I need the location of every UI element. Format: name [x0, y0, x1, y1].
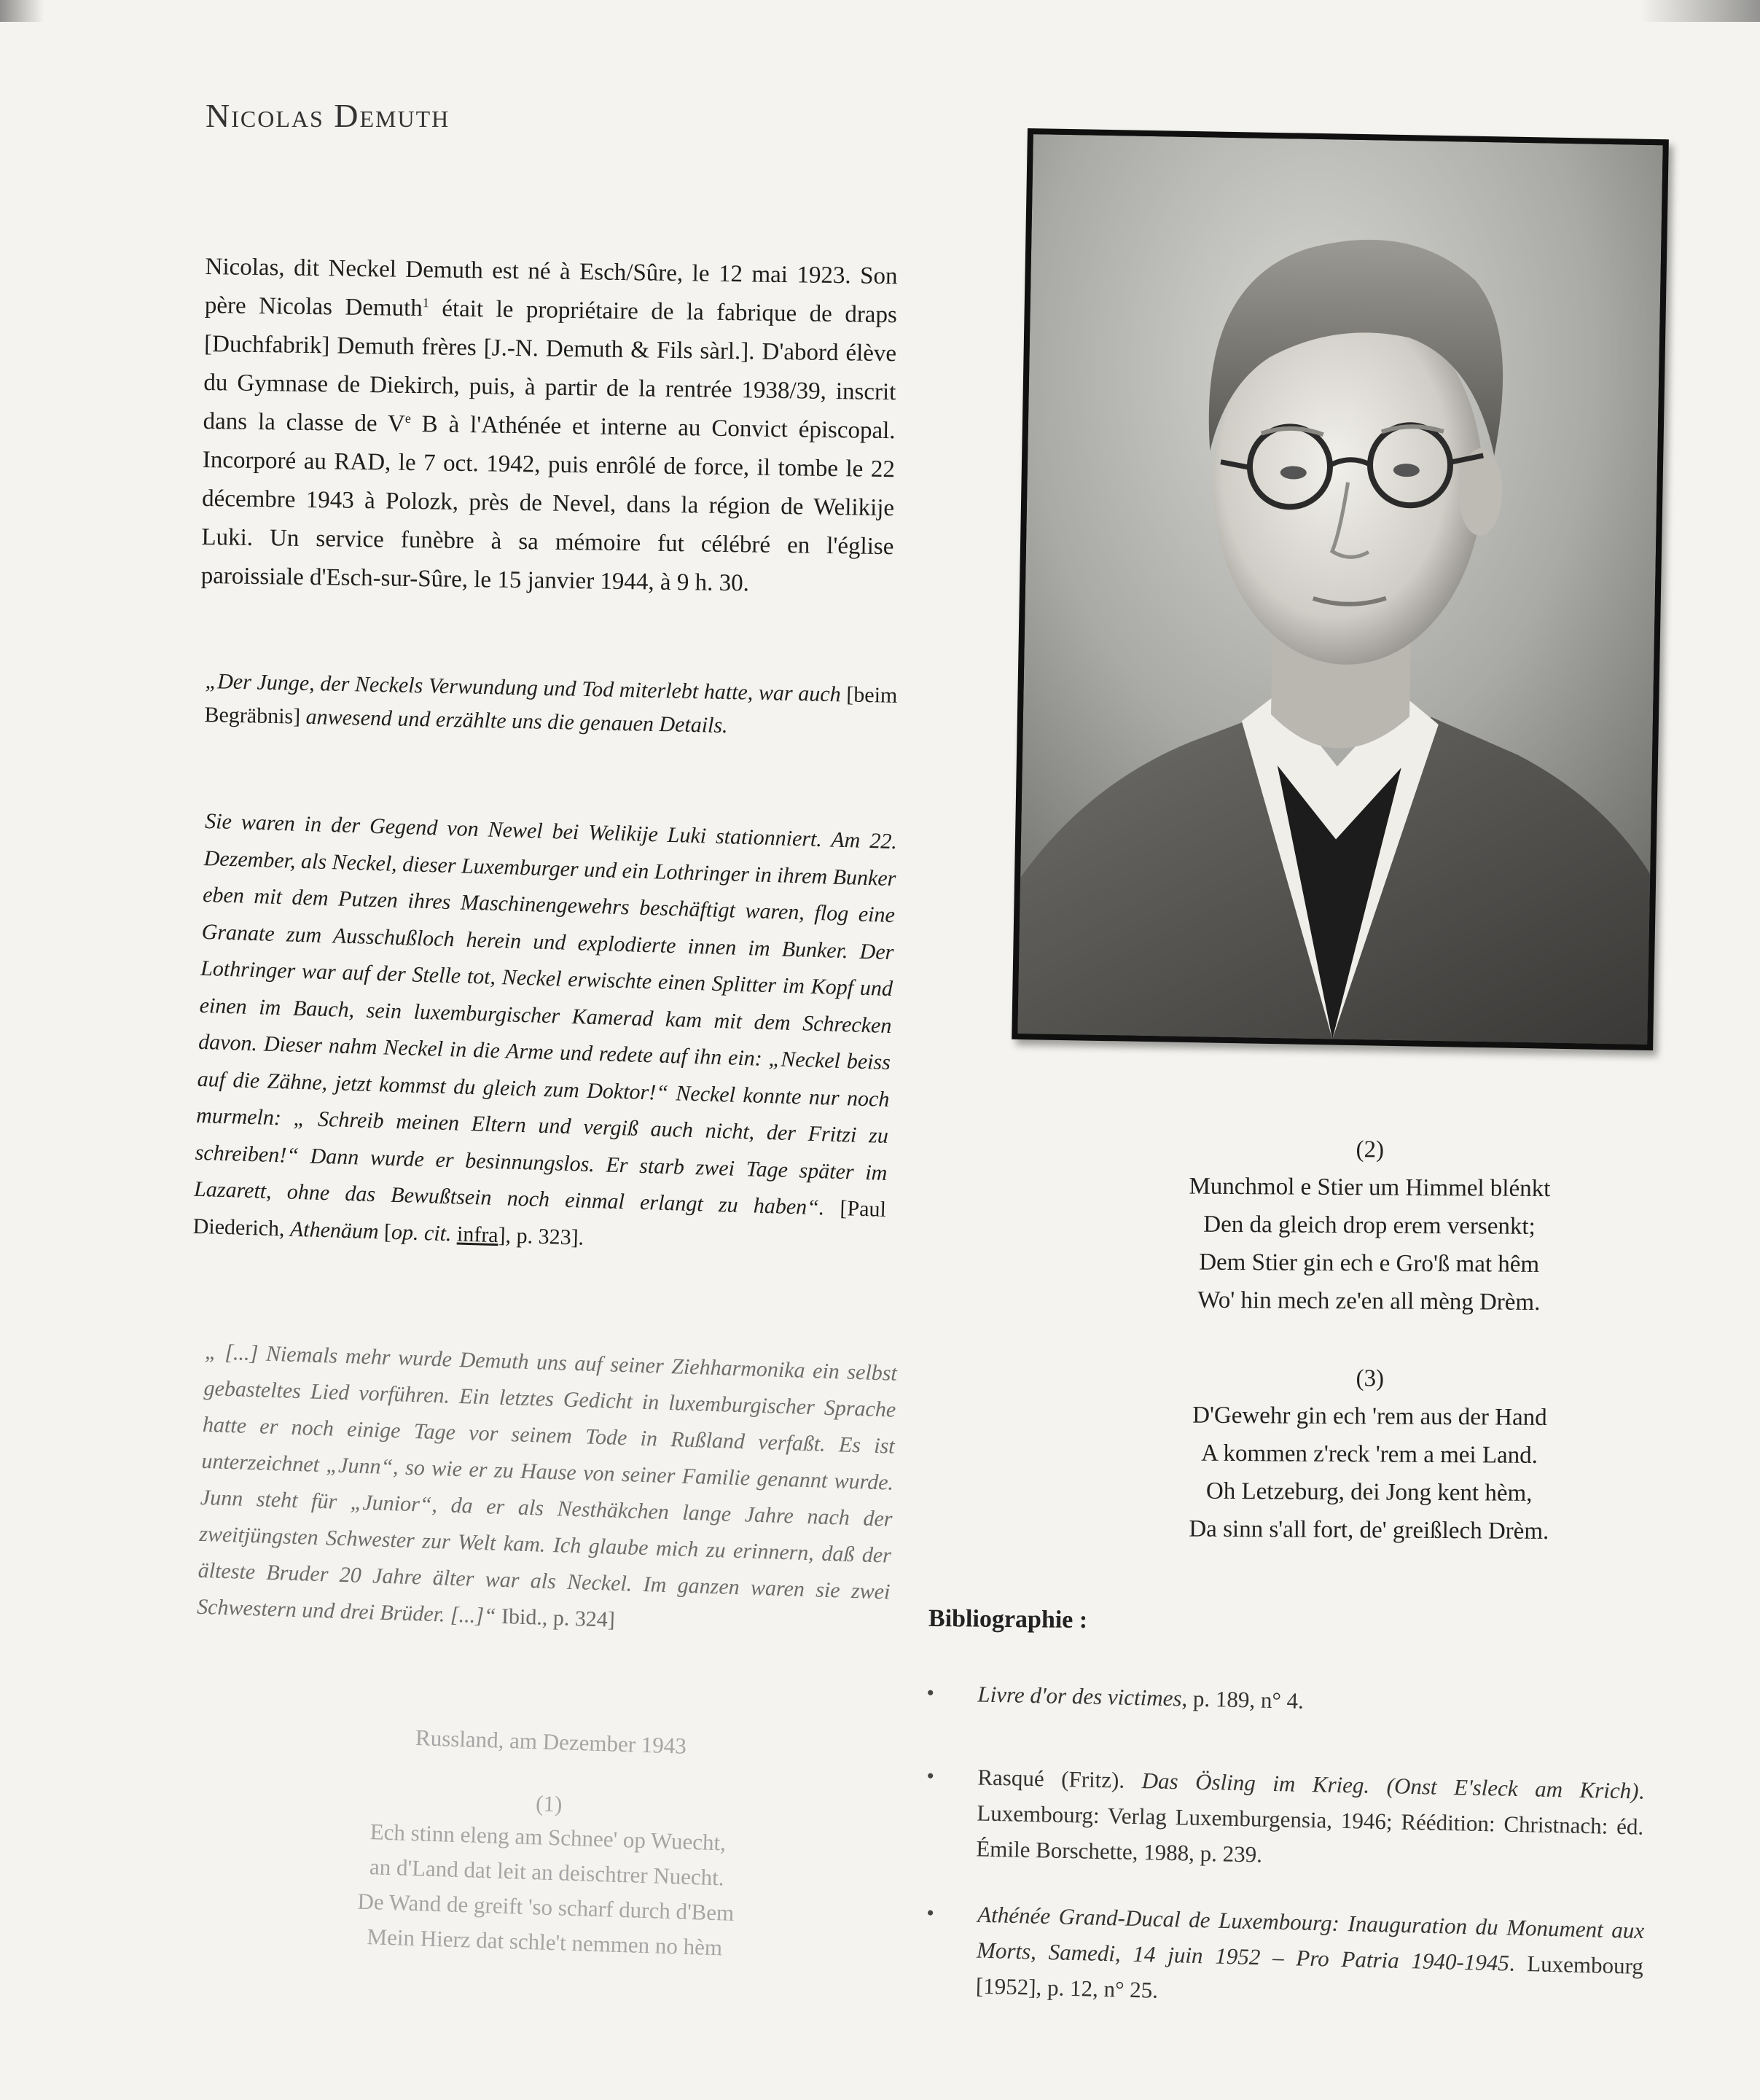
bib-title: Athénée Grand-Ducal de Luxembourg: Inauguration du Monument aux Morts, Samedi, 14 juin 1952 – Pro Patria 1940-1945 [976, 1901, 1645, 1976]
bib-title: Livre d'or des victimes [977, 1681, 1182, 1711]
poem-stanza-1 [198, 1713, 898, 1971]
bib-details: , p. 189, n° 4. [1181, 1685, 1305, 1714]
quote2-body: Sie waren in der Gegend von Newel bei Welikije Luki stationniert. Am 22. Dezember, als Neckel, dieser Luxemburger und ein Lothringer in ihrem Bunker eben mit dem Putzen ihres Maschinengewehrs beschäftigt waren, flog eine Granate zum Ausschußloch herein und explodierte innen im Bunker. Der Lothringer war auf der Stelle tot, Neckel erwischte einen Splitter im Kopf und einen im Bauch, sein luxemburgischer Kamerad kam mit dem Schrecken davon. Dieser nahm Neckel in die Arme und redete auf ihn ein: „Neckel beiss auf die Zähne, jetzt kommst du gleich zum Doktor!“ Neckel konnte nur noch murmeln: „ Schreib meinen Eltern und vergiß auch nicht, der Fritzi zu schreiben!“ Dann wurde er besinnungslos. Er starb zwei Tage später im Lazarett, ohne das Bewußtsein noch einmal erlangt zu haben“. [193, 808, 898, 1220]
bullet-icon: • [926, 1680, 935, 1706]
poem-line: Ech stinn eleng am Schnee' op Wuecht, [369, 1819, 727, 1856]
portrait-photo [1017, 134, 1662, 1045]
class-superscript: e [404, 410, 412, 426]
poem-line: Dem Stier gin ech e Gro'ß mat hêm [1199, 1249, 1540, 1278]
quote-witness [204, 665, 898, 746]
poem-line: Den da gleich drop erem versenkt; [1203, 1211, 1536, 1240]
bib-details: . Luxembourg: Verlag Luxemburgensia, 1946; Réédition: Christnach: éd. Émile Borschette, 1988, p. 239. [976, 1778, 1645, 1867]
quote-account [192, 803, 898, 1265]
bibliography-item [926, 1675, 1648, 1714]
bib-author: Rasqué (Fritz). [977, 1764, 1143, 1794]
bib-title: Das Ösling im Krieg. (Onst E'sleck am Krich) [1141, 1768, 1639, 1804]
bullet-icon: • [926, 1763, 935, 1789]
poem-line: Mein Hierz dat schle't nemmen no hèm [367, 1924, 723, 1961]
quote2-citation: [Paul Diederich, [192, 1195, 887, 1241]
quote2-infra-link: infra [456, 1222, 499, 1247]
poem-line: Wo' hin mech ze'en all mèng Drèm. [1197, 1287, 1541, 1316]
poem-stanza-3 [1022, 1357, 1716, 1552]
poem-line: Oh Letzeburg, dei Jong kent hèm, [1205, 1478, 1533, 1507]
poem-line: Munchmol e Stier um Himmel blénkt [1189, 1173, 1551, 1203]
poem-line: De Wand de greift 'so scharf durch d'Bem [357, 1888, 735, 1926]
bullet-icon: • [926, 1900, 935, 1926]
bibliography-item [926, 1895, 1648, 2003]
bibliography-item [926, 1758, 1648, 1867]
intro-part-3: B à l'Athénée et interne au Convict épiscopal. Incorporé au RAD, le 7 oct. 1942, puis enrôlé de force, il tombe le 22 décembre 1943 à Polozk, près de Nevel, dans la région de Welikije Luki. Un service funèbre à sa mémoire fut célébré en l'église paroissiale d'Esch-sur-Sûre, le 15 janvier 1944, à 9 h. 30. [200, 410, 896, 597]
quote3-body: „ [...] Niemals mehr wurde Demuth uns auf seiner Ziehharmonika ein selbst gebasteltes Lied vorführen. Ein letztes Gedicht in luxemburgischer Sprache hatte er noch einige Tage vor seinem Tode in Rußland verfaßt. Es ist unterzeichnet „Junn“, so wie er zu Hause von seiner Familie genannt wurde. Junn steht für „Junior“, da er als Nesthäkchen lange Jahre nach der zweitjüngsten Schwester zur Welt kam. Ich glaube mich zu erinnern, daß der älteste Bruder 20 Jahre älter war als Neckel. Im ganzen waren sie zwei Schwestern und drei Brüder. [...]“ [196, 1339, 898, 1628]
page-title: Nicolas Demuth [206, 97, 450, 134]
quote2-op-cit: op. cit. [391, 1219, 453, 1246]
portrait-photo-frame [1012, 128, 1669, 1050]
stanza-number: (2) [1356, 1136, 1385, 1163]
stanza-number: (1) [535, 1790, 563, 1817]
quote2-page: ], p. 323]. [498, 1222, 584, 1250]
poem-stanza-2 [1022, 1128, 1716, 1323]
intro-part-2: était le propriétaire de la fabrique de draps [Duchfabrik] Demuth frères [J.-N. Demuth & Fils sàrl.]. D'abord élève du Gymnase de Diekirch, puis, à partir de la rentrée 1938/39, inscrit dans la classe de V [203, 295, 898, 437]
quote1-insertion: [beim Begräbnis] [204, 682, 898, 729]
poem-line: Da sinn s'all fort, de' greißlech Drèm. [1189, 1515, 1549, 1545]
quote1-text-a: „Der Junge, der Neckels Verwundung und Tod miterlebt hatte, war auch [205, 668, 847, 707]
poem-line: an d'Land dat leit an deischtrer Nuecht. [369, 1854, 725, 1891]
quote1-text-c: anwesend und erzählte uns die genauen Details. [300, 704, 728, 738]
poem-dateline: Russland, am Dezember 1943 [415, 1725, 687, 1759]
poem-line: A kommen z'reck 'rem a mei Land. [1201, 1440, 1538, 1469]
quote2-bracket: [ [378, 1219, 392, 1244]
stanza-number: (3) [1356, 1365, 1385, 1392]
biography-paragraph [200, 248, 898, 605]
bibliography-heading: Bibliographie : [928, 1604, 1088, 1634]
bib-details: . Luxembourg [1952], p. 12, n° 25. [975, 1950, 1644, 2003]
quote-memory [196, 1334, 897, 1647]
page-edge-shadow [0, 0, 1760, 22]
poem-line: D'Gewehr gin ech 'rem aus der Hand [1192, 1402, 1547, 1432]
quote3-citation: Ibid., p. 324] [496, 1604, 616, 1632]
intro-part-1: Nicolas, dit Neckel Demuth est né à Esch/Sûre, le 12 mai 1923. Son père Nicolas Demuth [204, 253, 898, 322]
quote2-source-title: Athenäum [289, 1217, 380, 1244]
footnote-marker: 1 [422, 295, 430, 311]
